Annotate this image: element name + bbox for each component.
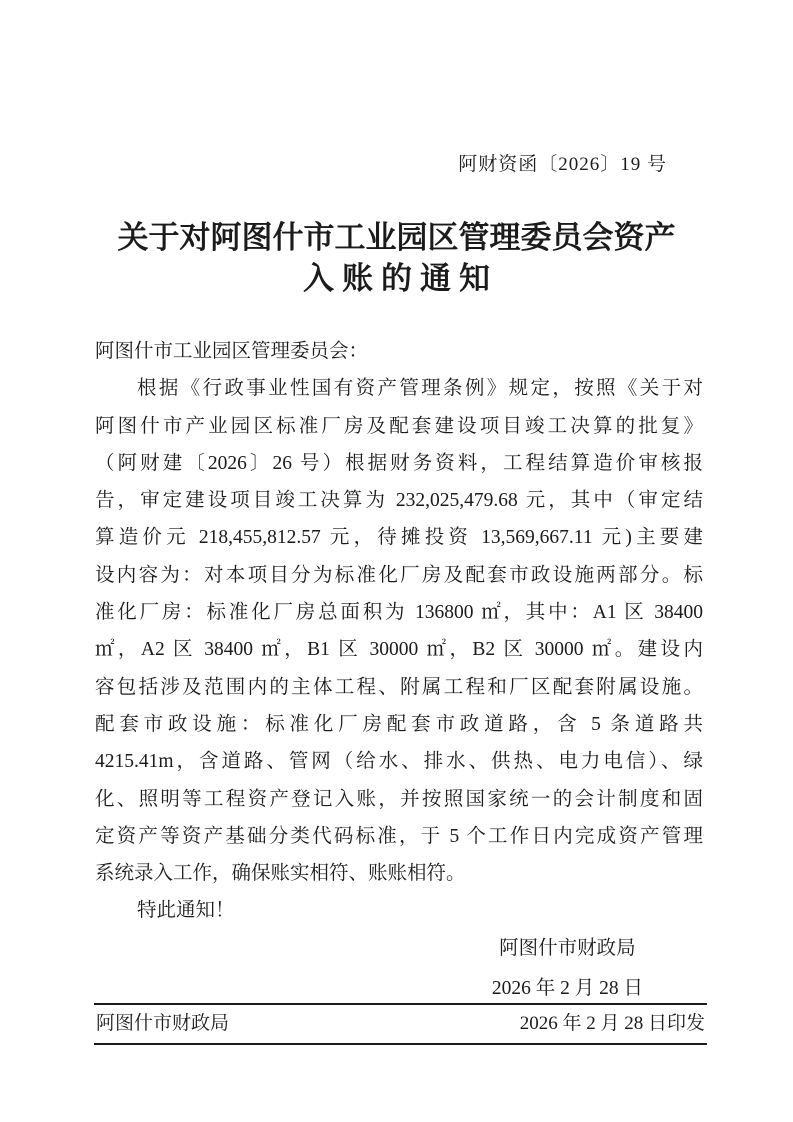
footer-issuer: 阿图什市财政局 (96, 1013, 230, 1034)
closing-line: 特此通知！ (137, 900, 235, 922)
addressee-line: 阿图什市工业园区管理委员会： (95, 341, 369, 362)
body-line: 配套市政设施：标准化厂房配套市政道路，含 5 条道路共 (95, 713, 703, 735)
body-line: 定资产等资产基础分类代码标准，于 5 个工作日内完成资产管理 (95, 825, 703, 847)
body-line: 设内容为：对本项目分为标准化厂房及配套市政设施两部分。标 (95, 564, 703, 586)
document-number: 阿财资函〔2026〕19 号 (458, 154, 667, 175)
body-line: ㎡，A2 区 38400 ㎡，B1 区 30000 ㎡，B2 区 30000 ㎡。建设内 (95, 639, 703, 661)
body-line: 阿图什市产业园区标准厂房及配套建设项目竣工决算的批复》 (95, 415, 703, 437)
body-line: 容包括涉及范围内的主体工程、附属工程和厂区配套附属设施。 (95, 676, 703, 698)
body-line: 系统录入工作，确保账实相符、账账相符。 (95, 863, 466, 885)
body-line: 4215.41m，含道路、管网（给水、排水、供热、电力电信）、绿 (95, 751, 703, 773)
signature-agency: 阿图什市财政局 (499, 938, 636, 959)
document-title-line1: 关于对阿图什市工业园区管理委员会资产 (117, 220, 676, 255)
body-line: （阿财建〔2026〕26 号）根据财务资料，工程结算造价审核报 (95, 452, 703, 474)
document-title-line2: 入账的通知 (303, 261, 498, 296)
body-line: 算造价元 218,455,812.57 元，待摊投资 13,569,667.11 元)主要建 (95, 527, 703, 549)
footer (94, 1003, 707, 1045)
footer-print-date: 2026 年 2 月 28 日印发 (519, 1013, 705, 1034)
body-line: 化、照明等工程资产登记入账，并按照国家统一的会计制度和固 (95, 788, 703, 810)
body-line: 告，审定建设项目竣工决算为 232,025,479.68 元，其中（审定结 (95, 490, 703, 512)
body-line: 根据《行政事业性国有资产管理条例》规定，按照《关于对 (137, 378, 703, 400)
document-body (95, 333, 703, 930)
signature-block (492, 929, 643, 1009)
body-line: 准化厂房：标准化厂房总面积为 136800 ㎡，其中：A1 区 38400 (95, 602, 703, 624)
signature-date: 2026 年 2 月 28 日 (491, 978, 643, 999)
document-title (0, 217, 793, 299)
